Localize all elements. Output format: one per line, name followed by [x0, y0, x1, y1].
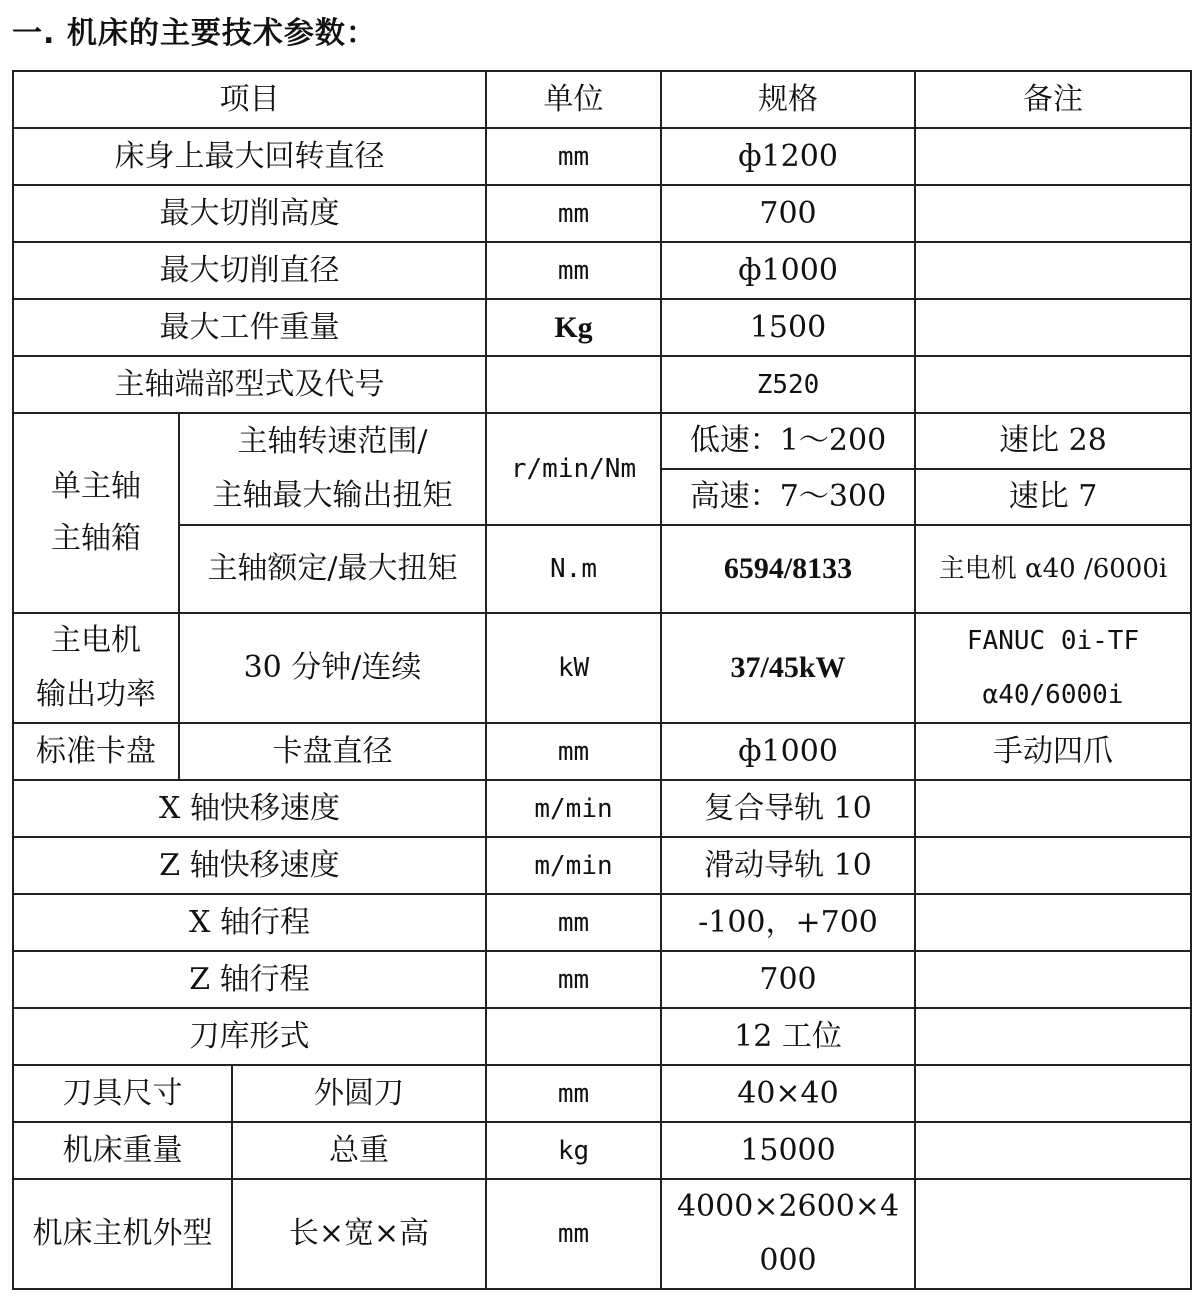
note-line1: FANUC 0i-TF: [966, 626, 1140, 656]
row-spec: Z520: [661, 356, 915, 413]
row-note: [915, 780, 1191, 837]
row-unit: [486, 356, 661, 413]
speed-label-line2: 主轴最大输出扭矩: [212, 478, 453, 513]
row-spec: 700: [661, 951, 915, 1008]
row-item: X 轴行程: [13, 894, 486, 951]
row-item: 30 分钟/连续: [179, 613, 486, 723]
table-row: [13, 185, 1191, 242]
group-cell-tool: 刀具尺寸: [13, 1065, 232, 1122]
table-row: [13, 951, 1191, 1008]
group-cell-chuck: 标准卡盘: [13, 723, 179, 780]
row-note: 手动四爪: [915, 723, 1191, 780]
row-note-high-speed: 速比 7: [915, 469, 1191, 525]
row-note-torque: 主电机 α40 /6000i: [915, 525, 1191, 613]
header-unit: 单位: [486, 71, 661, 128]
row-note: [915, 185, 1191, 242]
table-row: [13, 723, 1191, 780]
row-note: [915, 128, 1191, 185]
row-unit: Kg: [486, 299, 661, 356]
header-note: 备注: [915, 71, 1191, 128]
row-item-torque: 主轴额定/最大扭矩: [179, 525, 486, 613]
row-unit: m/min: [486, 780, 661, 837]
row-note: [915, 1179, 1191, 1289]
spec-line1: 4000×2600×4: [676, 1189, 900, 1224]
row-unit: m/min: [486, 837, 661, 894]
table-row: [13, 613, 1191, 723]
row-unit-speed: r/min/Nm: [486, 413, 661, 525]
row-item: 最大工件重量: [13, 299, 486, 356]
row-item: Z 轴行程: [13, 951, 486, 1008]
table-row: [13, 242, 1191, 299]
row-note: [915, 299, 1191, 356]
row-item: 总重: [232, 1122, 486, 1179]
table-row: [13, 356, 1191, 413]
row-spec: [661, 1179, 915, 1289]
row-unit: kg: [486, 1122, 661, 1179]
row-spec: 37/45kW: [661, 613, 915, 723]
row-unit: mm: [486, 185, 661, 242]
row-item: 主轴端部型式及代号: [13, 356, 486, 413]
row-note: [915, 1065, 1191, 1122]
group-label-line1: 主电机: [51, 623, 141, 658]
row-item: 外圆刀: [232, 1065, 486, 1122]
row-spec: ф1000: [661, 723, 915, 780]
row-item: 最大切削高度: [13, 185, 486, 242]
header-item: 项目: [13, 71, 486, 128]
row-unit: mm: [486, 951, 661, 1008]
row-note: [915, 242, 1191, 299]
row-spec-high-speed: 高速：7～300: [661, 469, 915, 525]
group-cell-dimensions: 机床主机外型: [13, 1179, 232, 1289]
group-cell-motor: [13, 613, 179, 723]
table-header-row: [13, 71, 1191, 128]
row-spec-torque: 6594/8133: [661, 525, 915, 613]
row-note-low-speed: 速比 28: [915, 413, 1191, 469]
table-row: [13, 1008, 1191, 1065]
row-spec: ф1200: [661, 128, 915, 185]
row-note: [915, 356, 1191, 413]
group-cell-spindle-box: [13, 413, 179, 613]
row-note: [915, 837, 1191, 894]
row-note: [915, 1122, 1191, 1179]
spec-line2: 000: [759, 1243, 817, 1278]
row-spec: ф1000: [661, 242, 915, 299]
group-cell-machine-weight: 机床重量: [13, 1122, 232, 1179]
group-label-line2: 输出功率: [36, 677, 156, 712]
page-title: 一. 机床的主要技术参数：: [12, 16, 377, 51]
row-spec: 复合导轨 10: [661, 780, 915, 837]
row-spec-low-speed: 低速：1～200: [661, 413, 915, 469]
row-note: [915, 894, 1191, 951]
speed-label-line1: 主轴转速范围/: [237, 424, 428, 459]
row-unit: mm: [486, 894, 661, 951]
table-row: [13, 299, 1191, 356]
table-row: [13, 894, 1191, 951]
row-item: 长×宽×高: [232, 1179, 486, 1289]
row-item: Z 轴快移速度: [13, 837, 486, 894]
table-row: [13, 1179, 1191, 1289]
table-row: [13, 525, 1191, 613]
table-row: [13, 128, 1191, 185]
row-spec: 700: [661, 185, 915, 242]
table-row: [13, 1065, 1191, 1122]
row-unit: mm: [486, 128, 661, 185]
row-spec: -100，+700: [661, 894, 915, 951]
row-spec: 滑动导轨 10: [661, 837, 915, 894]
table-row: [13, 837, 1191, 894]
table-row: [13, 780, 1191, 837]
row-unit: mm: [486, 1179, 661, 1289]
row-item: X 轴快移速度: [13, 780, 486, 837]
row-unit: mm: [486, 1065, 661, 1122]
row-unit-torque: N.m: [486, 525, 661, 613]
row-item: 卡盘直径: [179, 723, 486, 780]
table-row: [13, 1122, 1191, 1179]
row-item: 床身上最大回转直径: [13, 128, 486, 185]
row-item: 刀库形式: [13, 1008, 486, 1065]
group-label-line1: 单主轴: [51, 469, 141, 504]
row-unit: mm: [486, 242, 661, 299]
row-note: [915, 1008, 1191, 1065]
row-note: [915, 613, 1191, 723]
row-unit: kW: [486, 613, 661, 723]
row-spec: 1500: [661, 299, 915, 356]
row-unit: mm: [486, 723, 661, 780]
spec-table: [12, 70, 1192, 1290]
row-spec: 40×40: [661, 1065, 915, 1122]
row-item-speed: [179, 413, 486, 525]
table-row: [13, 413, 1191, 469]
group-label-line2: 主轴箱: [51, 521, 141, 556]
header-spec: 规格: [661, 71, 915, 128]
note-line2: α40/6000i: [982, 680, 1124, 710]
row-item: 最大切削直径: [13, 242, 486, 299]
row-spec: 15000: [661, 1122, 915, 1179]
row-unit: [486, 1008, 661, 1065]
row-note: [915, 951, 1191, 1008]
row-spec: 12 工位: [661, 1008, 915, 1065]
